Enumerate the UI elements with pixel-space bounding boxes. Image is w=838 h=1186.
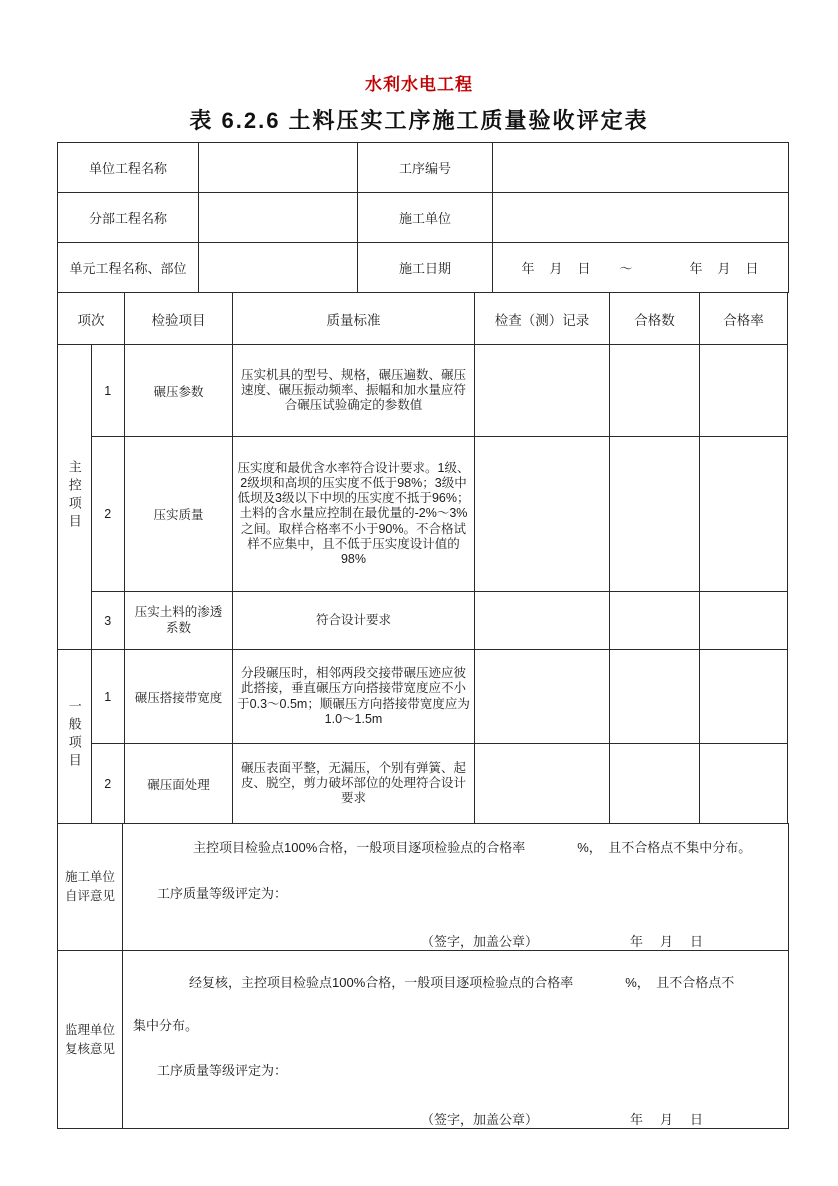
info-label-construction-unit: 施工单位 [358,193,493,243]
opinion-label-supervisor: 监理单位复核意见 [58,951,123,1129]
check-record [475,345,610,437]
inspection-table [57,292,788,824]
table-row [58,650,788,744]
pass-count [610,345,700,437]
pass-rate [700,650,788,744]
opinion-grade-line: 工序质量等级评定为： [157,886,288,901]
info-value-unit-project [199,143,358,193]
info-value-construction-unit [493,193,789,243]
group-label-general [58,650,92,824]
inspect-item: 压实质量 [125,437,233,592]
opinion-body-supervisor [123,951,789,1129]
date-label: 年 月 日 [630,1112,706,1127]
row-number: 1 [91,345,125,437]
check-record [475,744,610,824]
opinion-label-contractor: 施工单位自评意见 [58,824,123,951]
info-row-division [58,193,789,243]
info-value-process-no [493,143,789,193]
table-row [58,592,788,650]
pass-rate [700,345,788,437]
header-index-label: 项次 [77,312,105,328]
check-record [475,650,610,744]
header-pass-rate: 合格率 [700,293,788,345]
inspect-item: 碾压面处理 [125,744,233,824]
header-standard: 质量标准 [233,293,475,345]
row-number: 3 [91,592,125,650]
table-row [58,345,788,437]
pass-count [610,437,700,592]
opinions-table [57,823,789,1129]
info-label-unit-project: 单位工程名称 [58,143,199,193]
inspect-item: 压实土料的渗透系数 [125,592,233,650]
info-value-construction-date: 年 月 日 ～ 年 月 日 [493,243,789,293]
info-label-construction-date: 施工日期 [358,243,493,293]
info-value-element-name [199,243,358,293]
check-record [475,592,610,650]
row-number: 2 [91,744,125,824]
pass-count [610,592,700,650]
info-label-element-name: 单元工程名称、部位 [58,243,199,293]
pass-rate [700,437,788,592]
group-label-text: 一般项目 [66,699,82,771]
header-index [58,293,125,345]
quality-standard: 压实机具的型号、规格，碾压遍数、碾压速度、碾压振动频率、振幅和加水量应符合碾压试验确定的参数值 [233,345,475,437]
signature-label: （签字，加盖公章） [421,1112,539,1127]
signature-label: （签字，加盖公章） [421,934,539,949]
group-label-text: 主控项目 [66,459,82,532]
quality-standard: 碾压表面平整，无漏压，个别有弹簧、起皮、脱空，剪力破坏部位的处理符合设计要求 [233,744,475,824]
inspect-item: 碾压搭接带宽度 [125,650,233,744]
header-pass-count: 合格数 [610,293,700,345]
quality-standard: 分段碾压时，相邻两段交接带碾压迹应彼此搭接，垂直碾压方向搭接带宽度应不小于0.3～0.5m；顺碾压方向搭接带宽度应为1.0～1.5m [233,650,475,744]
info-label-process-no: 工序编号 [358,143,493,193]
group-label-main-control [58,345,92,650]
header-item: 检验项目 [125,293,233,345]
opinion-statement: 经复核，主控项目检验点100%合格，一般项目逐项检验点的合格率 %， 且不合格点不 [189,975,735,990]
inspection-header-row [58,293,788,345]
inspect-item: 碾压参数 [125,345,233,437]
info-label-division-project: 分部工程名称 [58,193,199,243]
doc-category: 水利水电工程 [365,75,473,94]
pass-rate [700,592,788,650]
table-row [58,744,788,824]
opinion-row-contractor [58,824,789,951]
date-label: 年 月 日 [630,934,706,949]
opinion-statement-cont: 集中分布。 [133,1018,199,1033]
quality-standard: 符合设计要求 [233,592,475,650]
pass-count [610,650,700,744]
doc-title: 表 6.2.6 土料压实工序施工质量验收评定表 [189,108,649,133]
info-row-unit [58,143,789,193]
opinion-row-supervisor [58,951,789,1129]
table-row [58,437,788,592]
opinion-sign-row [131,1109,780,1128]
check-record [475,437,610,592]
opinion-statement: 主控项目检验点100%合格，一般项目逐项检验点的合格率 %， 且不合格点不集中分布。 [193,840,752,855]
info-value-division-project [199,193,358,243]
header-record: 检查（测）记录 [475,293,610,345]
info-row-element [58,243,789,293]
opinion-sign-row [131,931,780,950]
opinion-grade-line: 工序质量等级评定为： [157,1063,288,1078]
row-number: 1 [91,650,125,744]
opinion-body-contractor [123,824,789,951]
pass-rate [700,744,788,824]
quality-standard: 压实度和最优含水率符合设计要求。1级、2级坝和高坝的压实度不低于98%；3级中低坝及3级以下中坝的压实度不抵于96%；土料的含水量应控制在最优量的-2%～3%之间。取样合格率不小于90%。不合格试样不应集中，且不低于压实度设计值的98% [233,437,475,592]
pass-count [610,744,700,824]
info-table [57,142,789,293]
row-number: 2 [91,437,125,592]
